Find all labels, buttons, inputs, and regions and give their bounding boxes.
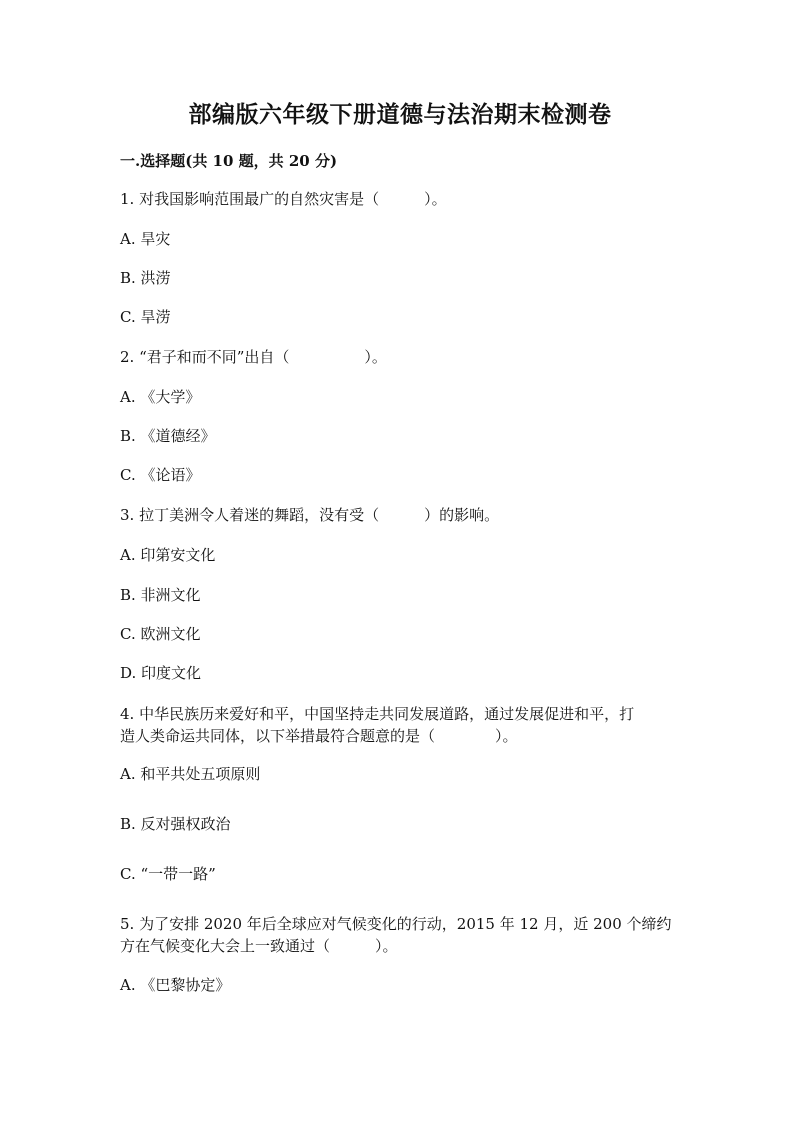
question-3-option-c: C. 欧洲文化 <box>120 625 201 643</box>
question-1-stem: 1. 对我国影响范围最广的自然灾害是（ ）。 <box>120 190 447 208</box>
exam-title: 部编版六年级下册道德与法治期末检测卷 <box>188 101 612 128</box>
question-1-option-b: B. 洪涝 <box>120 269 171 287</box>
question-5-stem-line-1: 5. 为了安排 2020 年后全球应对气候变化的行动，2015 年 12 月，近 200 个缔约 <box>120 915 672 933</box>
question-1-option-a: A. 旱灾 <box>120 230 171 248</box>
question-3-option-d: D. 印度文化 <box>120 664 202 682</box>
question-2-option-a: A. 《大学》 <box>120 388 201 406</box>
question-4-option-c: C. “一带一路” <box>120 865 216 883</box>
question-3-option-b: B. 非洲文化 <box>120 586 201 604</box>
question-2-option-b: B. 《道德经》 <box>120 427 216 445</box>
section-heading: 一.选择题(共 10 题，共 20 分) <box>120 152 338 170</box>
question-4-option-a: A. 和平共处五项原则 <box>120 765 261 783</box>
question-4-option-b: B. 反对强权政治 <box>120 815 231 833</box>
question-3-stem: 3. 拉丁美洲令人着迷的舞蹈，没有受（ ）的影响。 <box>120 506 500 524</box>
question-1-option-c: C. 旱涝 <box>120 308 171 326</box>
question-4-stem-line-1: 4. 中华民族历来爱好和平，中国坚持走共同发展道路，通过发展促进和平，打 <box>120 705 635 723</box>
question-5-stem-line-2: 方在气候变化大会上一致通过（ ）。 <box>120 937 398 955</box>
question-2-stem: 2. “君子和而不同”出自（ ）。 <box>120 348 387 366</box>
question-2-option-c: C. 《论语》 <box>120 466 201 484</box>
question-3-option-a: A. 印第安文化 <box>120 546 216 564</box>
question-4-stem-line-2: 造人类命运共同体，以下举措最符合题意的是（ ）。 <box>120 727 518 745</box>
question-5-option-a: A. 《巴黎协定》 <box>120 976 231 994</box>
